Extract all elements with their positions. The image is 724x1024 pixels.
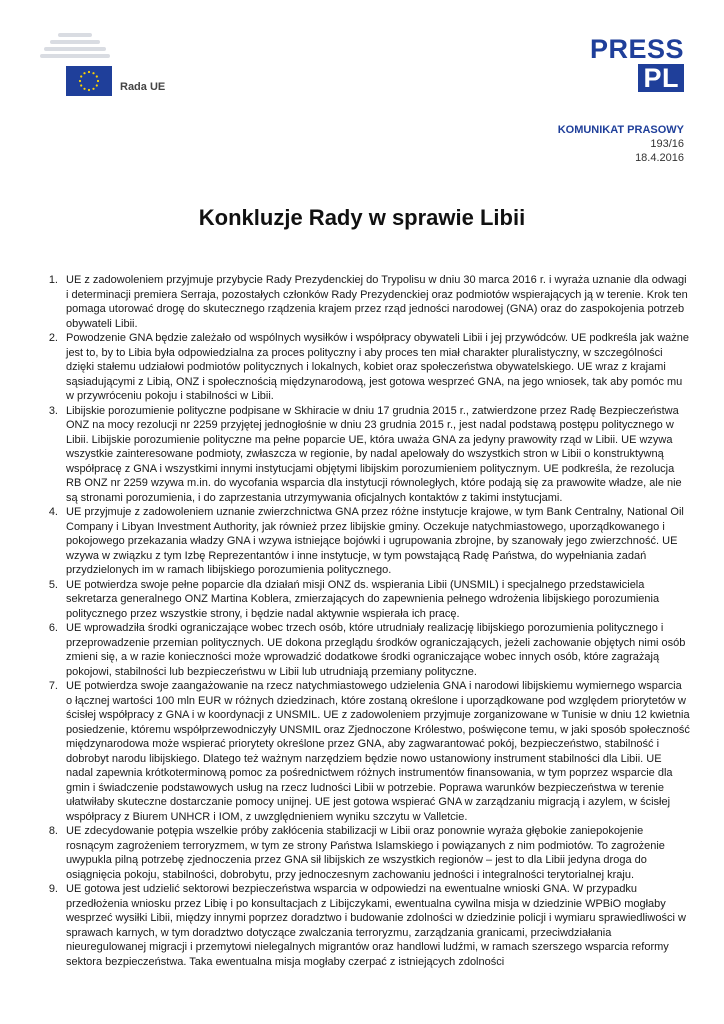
item-number: 3. <box>48 404 58 417</box>
item-number: 7. <box>48 680 58 692</box>
item-number: 1. <box>48 274 58 286</box>
flag-star-icon <box>92 88 94 90</box>
list-item <box>38 273 690 331</box>
logo-bars <box>38 33 118 58</box>
flag-star-icon <box>96 75 98 77</box>
press-badge <box>590 35 684 92</box>
item-text: Libijskie porozumienie polityczne podpisane w Skhiracie w dniu 17 grudnia 2015 r., zatwierdzone przez Radę Bezpieczeństwa ONZ na mocy rezolucji nr 2259 przyjętej jednogłośnie w dniu 23 grudnia 2015 r., jest nadal podstawą postępu politycznego w Libii. Libijskie porozumienie polityczne ma pełne poparcie UE, która uważa GNA za jedyny prawowity rząd w Libii. UE wzywa wszystkie zainteresowane podmioty, zwłaszcza w regionie, by nadal apelowały do wszystkich stron w Libii o konstruktywną współpracę z GNA i wszystkimi innymi instytucjami objętymi libijskim porozumieniem politycznym. UE podkreśla, że rezolucja RB ONZ nr 2259 wzywa m.in. do wycofania wsparcia dla instytucji równoległych, które podają się za prawowite władze, ale nie są stronami porozumienia, i do zaprzestania utrzymywania oficjalnych kontaktów z takimi instytucjami. <box>66 404 682 504</box>
flag-star-icon <box>79 80 81 82</box>
list-item <box>38 882 690 969</box>
item-text: Powodzenie GNA będzie zależało od wspólnych wysiłków i współpracy obywateli Libii i jej przywódców. UE podkreśla jak ważne jest to, by to Libia była odpowiedzialna za proces polityczny i aby proces ten miał charakter pluralistyczny, w szczególności dzięki stałemu udziałowi podmiotów politycznych i lokalnych, kobiet oraz społeczeństwa obywatelskiego. UE wraz z krajami sąsiadującymi z Libią, ONZ i społecznością międzynarodową, jest gotowa wesprzeć GNA, na jego wniosek, tak aby pomóc mu w przywróceniu pokoju i stabilności w Libii. <box>66 332 690 402</box>
item-number: 8. <box>48 825 58 837</box>
release-meta <box>558 123 684 165</box>
release-date: 18.4.2016 <box>635 152 684 164</box>
list-item <box>38 505 690 578</box>
item-number: 6. <box>48 622 58 634</box>
list-item <box>38 578 690 622</box>
press-label: PRESS <box>589 34 684 64</box>
item-text: UE potwierdza swoje pełne poparcie dla działań misji ONZ ds. wspierania Libii (UNSMIL) i specjalnego przedstawiciela sekretarza generalnego ONZ Martina Koblera, zmierzających do zapewnienia pełnego wdrożenia libijskiego porozumienia politycznego przez wszystkie strony, i będzie nadal aktywnie wspierała ich pracę. <box>66 578 660 620</box>
flag-star-icon <box>80 75 82 77</box>
paragraph-list <box>38 273 690 969</box>
flag-star-icon <box>83 72 85 74</box>
item-text: UE potwierdza swoje zaangażowanie na rzecz natychmiastowego udzielenia GNA i narodowi libijskiemu wymiernego wsparcia o łącznej wartości 100 mln EUR w różnych dziedzinach, które zostaną określone i uporządkowane pod względem priorytetów w ścisłej współpracy z GNA i w koordynacji z UNSMIL. UE z zadowoleniem przyjmuje zorganizowane w Tunisie w dniu 12 kwietnia posiedzenie, któremu współprzewodniczyły UNSMIL oraz Zjednoczone Królestwo, poświęcone temu, w jaki sposób społeczność międzynarodowa może wspierać priorytety określone przez GNA, aby zagwarantować pokój, bezpieczeństwo, stabilność i dobrobyt narodu libijskiego. Dlatego też ważnym narzędziem będzie nowo ustanowiony instrument stabilności dla Libii. UE nadal zapewnia krótkoterminową pomoc za pośrednictwem różnych instrumentów finansowania, w tym poprzez wsparcie dla gmin i świadczenie podstawowych usług na rzecz ludności Libii w potrzebie. Poprawa warunków bezpieczeństwa w terenie ułatwiłaby skuteczne dostarczanie pomocy unijnej. UE jest gotowa wspierać GNA w zarządzaniu migracją i azylem, w ścisłej współpracy z Biurem UNHCR i IOM, z uwzględnieniem wyniku szczytu w Valletcie. <box>66 680 690 823</box>
item-number: 2. <box>48 332 58 344</box>
document-title: Konkluzje Rady w sprawie Libii <box>198 205 526 230</box>
item-number: 9. <box>48 883 58 895</box>
list-item <box>38 621 690 679</box>
item-text: UE zdecydowanie potępia wszelkie próby zakłócenia stabilizacji w Libii oraz ponownie wyraża głębokie zaniepokojenie rosnącym zagrożeniem terroryzmem, w tym ze strony Państwa Islamskiego i powiązanych z nim podmiotów. To zagrożenie uwypukla pilną potrzebę zjednoczenia przez GNA sił libijskich ze wszystkich regionów – jest to dla Libii jedyna droga do osiągnięcia pokoju, stabilności, dobrobytu, przy jednoczesnym zachowaniu jedności i integralności terytorialnej kraju. <box>66 825 665 881</box>
item-number: 5. <box>48 578 58 591</box>
flag-star-icon <box>88 71 90 73</box>
item-text: UE gotowa jest udzielić sektorowi bezpieczeństwa wsparcia w odpowiedzi na ewentualne wnioski GNA. W przypadku przedłożenia wniosku przez Libię i po konsultacjach z Libijczykami, ewentualna cywilna misja w dziedzinie WPBiO mogłaby wesprzeć wysiłki Libii, między innymi poprzez doradztwo i budowanie zdolności w dziedzinie policji i wymiaru sprawiedliwości w sprawach karnych, w tym doradztwo dotyczące zwalczania terroryzmu, zarządzania granicami, przeciwdziałania nieuregulowanej migracji i przemytowi nielegalnych migrantów oraz handlowi ludźmi, w ramach szerszego wsparcia reformy sektora bezpieczeństwa. Taka ewentualna misja mogłaby czerpać z istniejących zdolności <box>66 883 686 968</box>
language-label: PL <box>638 64 684 92</box>
item-text: UE z zadowoleniem przyjmuje przybycie Rady Prezydenckiej do Trypolisu w dniu 30 marca 2016 r. i wyraża uznanie dla odwagi i determinacji premiera Serraja, pozostałych członków Rady Prezydenckiej oraz podmiotów wspierających ją w terenie. Krok ten pomaga utorować drogę do skutecznego rządzenia krajem przez rząd jedności narodowej (GNA) oraz do zaspokojenia potrzeb obywateli Libii. <box>66 274 688 330</box>
list-item <box>38 679 690 824</box>
item-text: UE przyjmuje z zadowoleniem uznanie zwierzchnictwa GNA przez różne instytucje krajowe, w tym Bank Centralny, National Oil Company i Libyan Investment Authority, jak również przez libijskie gminy. Oczekuje natychmiastowego, uporządkowanego i pokojowego przekazania władzy GNA i wzywa istniejące bojówki i ugrupowania zbrojne, by szanowały jego zwierzchność. UE wzywa w związku z tym Izbę Reprezentantów i inne instytucje, w tym powstającą Radę Państwa, do wypełniania zadań przydzielonych im w ramach libijskiego porozumienia politycznego. <box>66 506 684 576</box>
org-name: Rada UE <box>120 81 166 93</box>
release-number: 193/16 <box>650 138 684 150</box>
list-item <box>38 404 690 506</box>
item-number: 4. <box>48 506 58 518</box>
list-item <box>38 331 690 404</box>
flag-star-icon <box>80 84 82 86</box>
flag-star-icon <box>97 80 99 82</box>
release-kind: KOMUNIKAT PRASOWY <box>557 124 684 136</box>
flag-star-icon <box>83 88 85 90</box>
item-text: UE wprowadziła środki ograniczające wobec trzech osób, które utrudniały realizację libijskiego porozumienia politycznego i przeprowadzenie przemian politycznych. UE dokona przeglądu środków ograniczających, jeżeli zachowanie objętych nimi osób zmieni się, a w razie konieczności może wprowadzić dodatkowe środki ograniczające wobec innych osób, które zagrażają pokojowi, stabilności lub bezpieczeństwu w Libii lub utrudniają przemiany polityczne. <box>66 622 686 678</box>
flag-star-icon <box>96 84 98 86</box>
list-item <box>38 824 690 882</box>
flag-star-icon <box>88 89 90 91</box>
flag-star-icon <box>92 72 94 74</box>
eu-flag-icon <box>66 66 112 96</box>
